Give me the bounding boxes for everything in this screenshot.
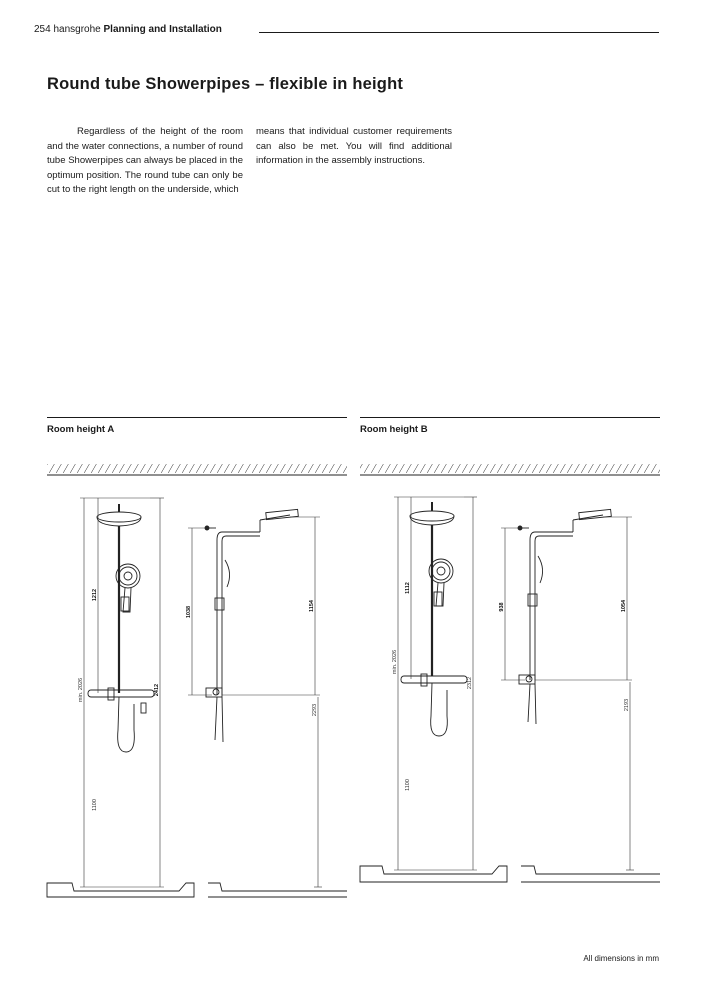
floor-a-front <box>47 883 194 897</box>
showerpipe-a-side <box>205 509 298 742</box>
dim-a-side-upper: 1038 <box>186 605 192 619</box>
brand-name: hansgrohe <box>53 24 101 35</box>
dim-b-side-upper: 938 <box>499 602 505 612</box>
dimension-lines-a-side <box>188 517 322 887</box>
dim-b-side-right: 1054 <box>621 599 627 613</box>
dimension-lines-b-front <box>394 497 477 870</box>
footnote-dimensions: All dimensions in mm <box>583 954 659 963</box>
dim-a-min-height: min. 2026 <box>78 677 84 703</box>
dim-b-side-lower: 2193 <box>624 698 630 712</box>
section-a-title: Room height A <box>47 424 115 435</box>
dim-a-side-lower: 2293 <box>312 703 318 717</box>
dim-a-shower-height: 1212 <box>92 588 98 602</box>
dim-b-shower-height: 1112 <box>405 582 411 594</box>
body-text-column-1: Regardless of the height of the room and the water connections, a number of round tube Showerpipes can always be placed in the optimum position. The round tube can only be cut to the right length on the underside, which <box>47 126 243 195</box>
floor-b-front <box>360 866 507 882</box>
dimension-lines-a-front <box>80 498 164 887</box>
dimension-lines-b-side <box>501 517 634 870</box>
showerpipe-b-side <box>518 509 611 724</box>
ceiling-hatch-a <box>47 464 347 473</box>
floor-b-side <box>521 866 660 874</box>
dim-a-thermostat-height: 1100 <box>92 799 98 811</box>
dim-b-min-height: min. 2026 <box>392 649 398 675</box>
section-name: Planning and Installation <box>103 24 222 35</box>
page-title: Round tube Showerpipes – flexible in height <box>47 75 404 93</box>
page-number: 254 <box>34 24 51 35</box>
section-b-title: Room height B <box>360 424 428 435</box>
floor-a-side <box>208 883 347 891</box>
ceiling-hatch-b <box>360 464 660 473</box>
body-text-column-2: means that individual customer requirements can also be met. You will find additional information in the assembly instructions. <box>256 126 452 166</box>
dim-a-side-right: 1154 <box>309 600 315 612</box>
dimension-labels <box>78 582 630 811</box>
dim-b-room-height: 2312 <box>467 676 473 690</box>
room-b-drawing <box>360 464 660 882</box>
dim-b-thermostat-height: 1100 <box>405 779 411 791</box>
room-a-drawing <box>47 464 347 897</box>
dim-a-room-height: 2412 <box>154 683 160 697</box>
